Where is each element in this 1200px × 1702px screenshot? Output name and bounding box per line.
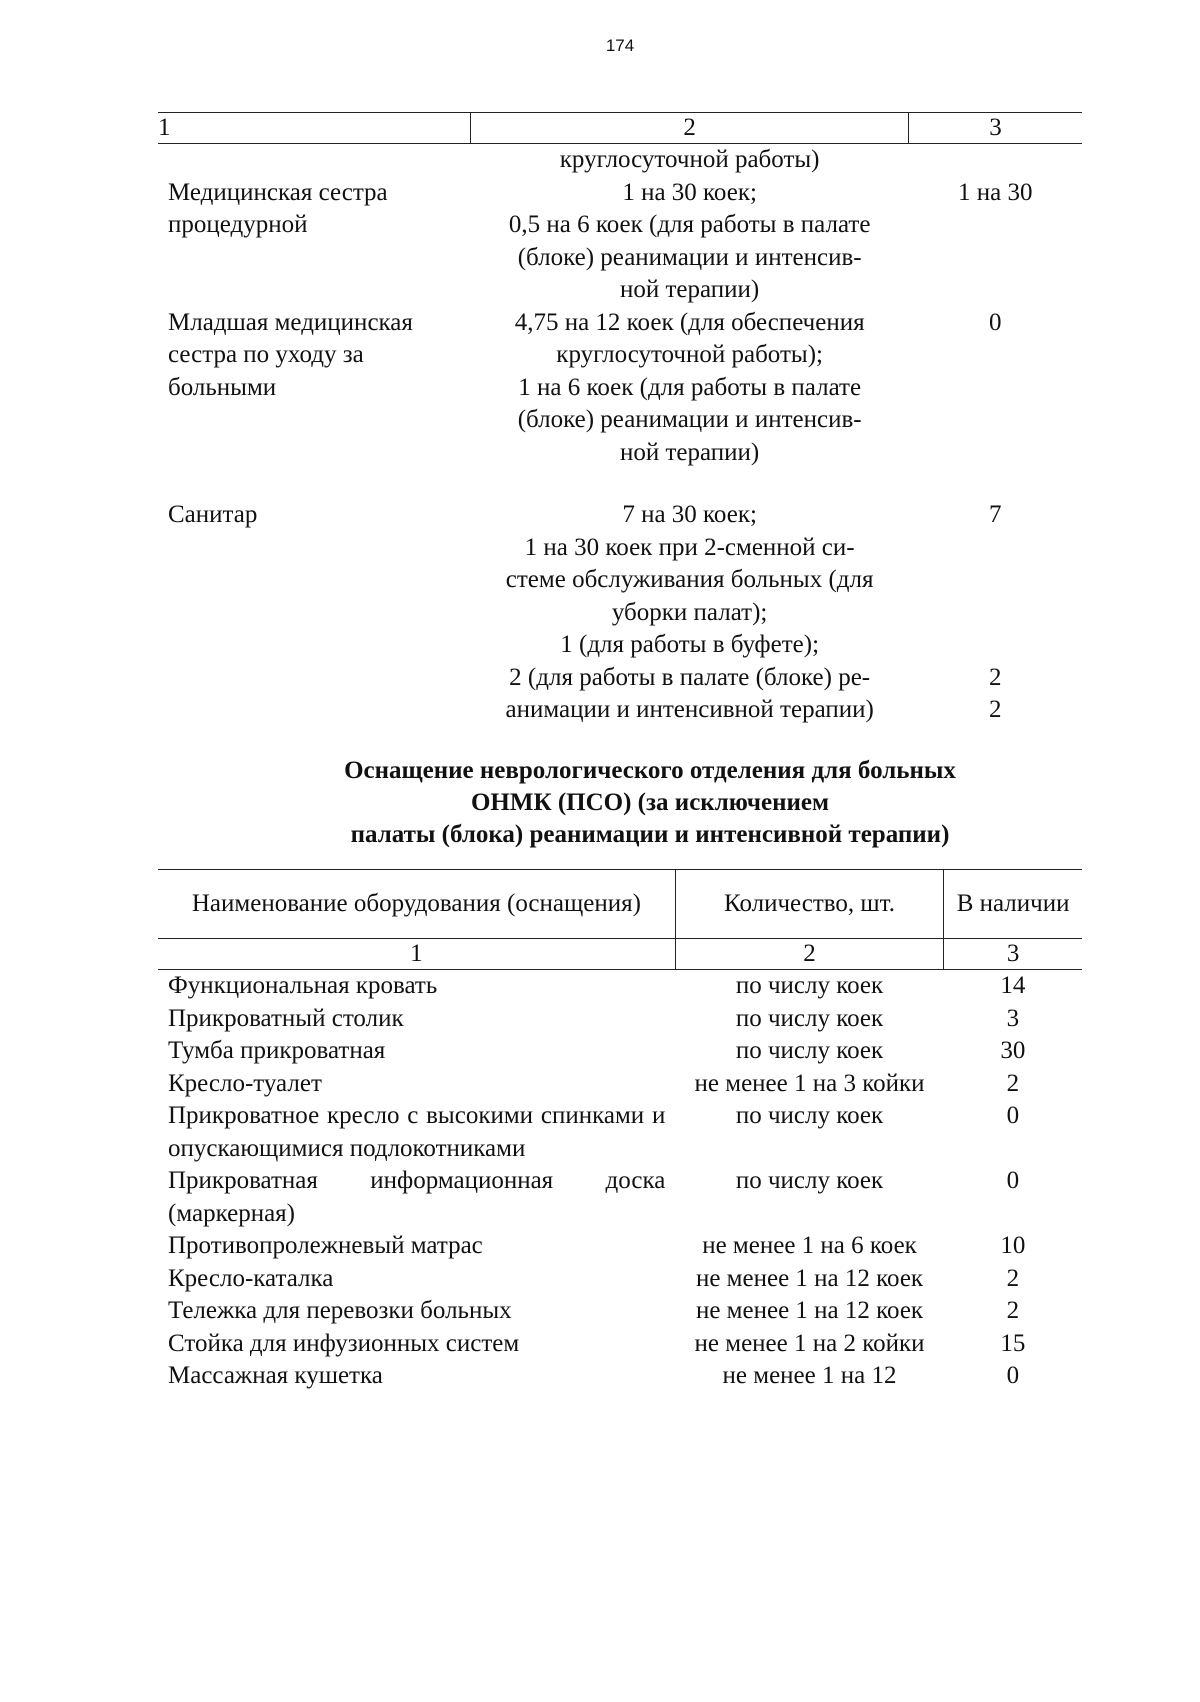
staff-value (908, 144, 1082, 177)
staff-norm (471, 307, 909, 470)
table-row (158, 1100, 1082, 1165)
equipment-name: Прикроватный столик (168, 1004, 404, 1032)
staff-norm (471, 499, 909, 727)
table-row (158, 1360, 1082, 1393)
equipment-available: 15 (1000, 1329, 1026, 1357)
header-quantity: Количество, шт. (675, 870, 943, 939)
column-number: 3 (908, 113, 1082, 144)
norm-line: уборки палат); (611, 598, 768, 626)
staff-table-header (158, 113, 1082, 144)
value-line (908, 532, 1082, 565)
equipment-table (158, 869, 1082, 1393)
norm-line: 7 на 30 коек; (622, 501, 757, 528)
norm-line: 1 на 30 коек; (622, 178, 757, 206)
staff-position: Младшая медицинская сестра по уходу за больными (168, 308, 413, 401)
column-number: 1 (158, 113, 471, 144)
table-row (158, 1230, 1082, 1263)
section-title-line: палаты (блока) реанимации и интенсивной терапии) (350, 821, 950, 848)
staff-value (908, 499, 1082, 727)
staff-position: Медицинская сестра процедурной (168, 178, 388, 238)
norm-line: 0,5 на 6 коек (для работы в палате (508, 211, 871, 238)
norm-line: круглосуточной работы) (559, 146, 820, 173)
staff-norm (471, 177, 909, 307)
norm-line: анимации и интенсивной терапии) (505, 696, 874, 723)
value-line: 2 (988, 663, 1002, 691)
section-title-line: ОНМК (ПСО) (за исключением (470, 789, 830, 816)
table-row (158, 1328, 1082, 1361)
staff-table (158, 112, 1082, 727)
equipment-name: Стойка для инфузионных систем (168, 1329, 520, 1357)
column-number: 2 (471, 113, 909, 144)
value-line: 7 (988, 501, 1002, 528)
column-number: 2 (675, 939, 943, 970)
equipment-available: 3 (1006, 1004, 1020, 1032)
equipment-name: Функциональная кровать (168, 972, 438, 999)
equipment-quantity: по числу коек (735, 1004, 884, 1032)
value-line (908, 564, 1082, 597)
equipment-quantity: не менее 1 на 12 (722, 1362, 897, 1389)
staff-position: Санитар (168, 501, 258, 528)
norm-line: стеме обслуживания больных (для (505, 566, 874, 593)
table-row (158, 177, 1082, 307)
equipment-available: 0 (1006, 1102, 1020, 1129)
table-row (158, 1068, 1082, 1101)
norm-line: ной терапии) (620, 438, 760, 466)
equipment-name: Прикроватное кресло с высокими спинками и опускающимися подлокотниками (168, 1102, 666, 1162)
header-name: Наименование оборудования (оснащения) (158, 870, 675, 939)
value-line (908, 629, 1082, 662)
table-row (158, 1295, 1082, 1328)
staff-value (908, 177, 1082, 307)
equipment-name: Массажная кушетка (168, 1362, 383, 1389)
equipment-quantity: не менее 1 на 6 коек (702, 1232, 917, 1259)
table-row (158, 307, 1082, 470)
equipment-available: 30 (1000, 1037, 1026, 1064)
equipment-name: Кресло-туалет (168, 1069, 322, 1097)
equipment-table-header (158, 870, 1082, 939)
norm-line: (блоке) реанимации и интенсив- (517, 243, 862, 271)
value-line: 1 на 30 (957, 178, 1033, 206)
norm-line: 2 (для работы в палате (блоке) ре- (509, 663, 871, 691)
equipment-quantity: не менее 1 на 3 койки (694, 1069, 925, 1097)
equipment-quantity: по числу коек (735, 972, 884, 999)
column-number: 1 (158, 939, 675, 970)
norm-line: ной терапии) (620, 276, 760, 303)
table-row (158, 1263, 1082, 1296)
table-row (158, 144, 1082, 177)
norm-line: 1 (для работы в буфете); (560, 631, 820, 658)
table-row (158, 1003, 1082, 1036)
equipment-available: 14 (1000, 972, 1026, 999)
equipment-quantity: по числу коек (735, 1102, 884, 1129)
equipment-quantity: не менее 1 на 12 коек (695, 1264, 924, 1292)
equipment-quantity: не менее 1 на 2 койки (694, 1329, 925, 1357)
value-line (908, 597, 1082, 630)
norm-line: 4,75 на 12 коек (для обеспечения (514, 308, 865, 336)
equipment-name: Прикроватная информационная доска (маркерная) (168, 1167, 666, 1227)
equipment-available: 0 (1006, 1362, 1020, 1389)
page-number: 174 (605, 36, 635, 55)
table-row (158, 1035, 1082, 1068)
equipment-quantity: не менее 1 на 12 коек (695, 1297, 924, 1324)
table-spacer (158, 469, 1082, 499)
equipment-available: 2 (1006, 1297, 1020, 1324)
value-line: 2 (988, 696, 1002, 723)
equipment-available: 2 (1006, 1264, 1020, 1292)
table-row (158, 1165, 1082, 1230)
table-row (158, 970, 1082, 1003)
equipment-name: Противопролежневый матрас (168, 1232, 483, 1259)
norm-line: (блоке) реанимации и интенсив- (517, 406, 862, 433)
equipment-quantity: по числу коек (735, 1167, 884, 1194)
staff-position (158, 144, 471, 177)
table-row (158, 499, 1082, 727)
value-line: 0 (988, 308, 1002, 336)
equipment-quantity: по числу коек (735, 1037, 884, 1064)
equipment-name: Кресло-каталка (168, 1264, 334, 1292)
norm-line: 1 на 6 коек (для работы в палате (518, 373, 862, 401)
section-title-line: Оснащение неврологического отделения для больных (344, 757, 956, 784)
header-available: В наличии (944, 870, 1082, 939)
norm-line: круглосуточной работы); (556, 341, 823, 368)
equipment-table-column-numbers (158, 939, 1082, 970)
staff-value (908, 307, 1082, 470)
equipment-available: 10 (1000, 1232, 1026, 1259)
equipment-name: Тумба прикроватная (168, 1037, 386, 1064)
equipment-name: Тележка для перевозки больных (168, 1297, 512, 1324)
staff-norm (471, 144, 909, 177)
norm-line: 1 на 30 коек при 2-сменной си- (524, 533, 855, 561)
equipment-available: 0 (1006, 1167, 1020, 1194)
column-number: 3 (944, 939, 1082, 970)
section-title (270, 755, 1030, 851)
equipment-available: 2 (1006, 1069, 1020, 1097)
